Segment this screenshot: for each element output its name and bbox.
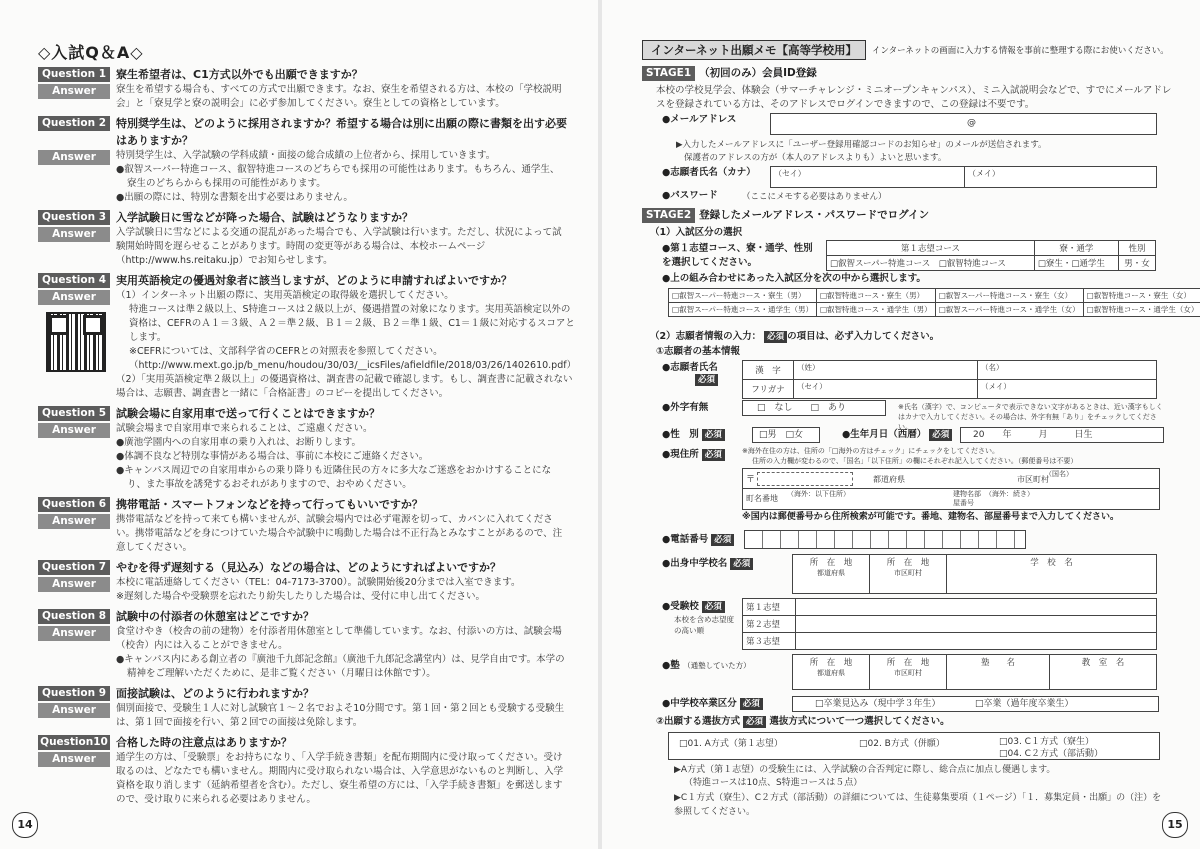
email-label: ●メールアドレス xyxy=(662,114,737,125)
answer-text xyxy=(116,83,568,111)
choice-label: ●第１志望コース、寮・通学、性別を選択してください。 xyxy=(662,243,813,268)
question-label: Question 8 xyxy=(38,609,110,624)
combo-label: ●上の組み合わせにあった入試区分を次の中から選択します。 xyxy=(662,273,926,284)
answer-line: ※CEFRについては、文部科学省のCEFRとの対照表を参照してください。 xyxy=(129,346,443,357)
email-note1: ▶入力したメールアドレスに「ユーザー登録用確認コードのお知らせ」のメールが送信されます。 xyxy=(676,140,1047,150)
sex-options[interactable]: 男・女 xyxy=(1119,256,1156,271)
question-text: 携帯電話・スマートフォンなどを持って行ってもいいですか？ xyxy=(116,498,423,511)
qa-item xyxy=(38,734,568,807)
question-label: Question 6 xyxy=(38,497,110,512)
address-label xyxy=(662,448,725,462)
building-overseas-label: （海外：続き） xyxy=(985,490,1034,498)
question-text: 寮生希望者は、C1方式以外でも出願できますか？ xyxy=(116,68,363,81)
question-row xyxy=(38,209,568,226)
kanji-mei-field[interactable]: （名） xyxy=(978,361,1157,380)
building-label: 建物名部屋番号 xyxy=(953,490,981,507)
question-label: Question 2 xyxy=(38,116,110,131)
answer-label: Answer xyxy=(38,150,110,165)
question-text: 試験中の付添者の休憩室はどこですか？ xyxy=(116,610,314,623)
answer-text xyxy=(116,289,576,401)
answer-line: ●出願の際には、特別な書類を出す必要はありません。 xyxy=(116,192,353,203)
qa-item xyxy=(38,496,568,555)
answer-text xyxy=(116,625,568,681)
postal-code-field[interactable] xyxy=(757,472,853,486)
city-label: 市区町村 xyxy=(1017,475,1049,484)
stage1-header xyxy=(642,66,817,81)
qr-code xyxy=(46,312,106,372)
answer-text xyxy=(116,576,568,604)
qa-title: ◇入試Q＆A◇ xyxy=(38,43,144,62)
junior-high-label-text: ●出身中学校名 xyxy=(662,558,728,569)
cram-room-cell[interactable]: 教 室 名 xyxy=(1050,655,1157,690)
course-options[interactable]: □叡智スーパー特進コース □叡智特進コース xyxy=(827,256,1035,271)
method-label-text: ②出願する選抜方式 xyxy=(656,716,741,727)
answer-line: 本校に電話連絡してください（TEL：04-7173-3700）。試験開始後20分までは入室できます。 xyxy=(116,577,521,588)
graduation-label-text: ●中学校卒業区分 xyxy=(662,698,737,709)
question-text: 試験会場に自家用車で送って行くことはできますか？ xyxy=(116,407,380,420)
question-row xyxy=(38,608,568,625)
cram-school-note: （通塾していた方） xyxy=(683,661,751,670)
answer-line: （2）「実用英語検定準２級以上」の優遇資格は、調査書の記載で確認します。もし、調査書に記載されない場合は、志願書、調査書と一緒に「合格証書」のコピーを提出してください。 xyxy=(116,374,573,399)
qa-item xyxy=(38,209,568,268)
answer-row xyxy=(38,576,568,604)
cram-school-table xyxy=(792,654,1157,690)
answer-row xyxy=(38,83,568,111)
junior-high-table xyxy=(792,554,1157,594)
answer-line: ※遅刻した場合や受験票を忘れたり紛失したりした場合は、受付に申し出てください。 xyxy=(116,591,485,602)
question-row xyxy=(38,496,568,513)
col-course: 第１志望コース xyxy=(827,241,1035,256)
answer-line: 携帯電話などを持って来ても構いませんが、試験会場内では必ず電源を切って、カバンに入れてください。携帯電話などを身につけていた場合や試験中に鳴動した場合は不正行為とみなすことがあるので、注意してください。 xyxy=(116,514,563,553)
answer-line: 試験会場まで自家用車で来られることは、ご遠慮ください。 xyxy=(116,423,373,434)
answer-label: Answer xyxy=(38,626,110,641)
question-text: 入学試験日に雪などが降った場合、試験はどうなりますか？ xyxy=(116,211,413,224)
answer-label: Answer xyxy=(38,423,110,438)
cram-name-cell[interactable]: 塾 名 xyxy=(947,655,1050,690)
question-row xyxy=(38,66,568,83)
kanji-sei-field[interactable]: （姓） xyxy=(794,361,978,380)
answer-line: 食堂けやき（校舎の前の建物）を付添者用休憩室として準備しています。なお、付添いの方は、試験会場（校舎）内には入ることができません。 xyxy=(116,626,562,651)
section-exam-type: （1）入試区分の選択 xyxy=(650,227,743,238)
answer-line: 入学試験日に雪などによる交通の混乱があった場合でも、入学試験は行います。ただし、状況によって試験開始時間を遅らせることがあります。時間の変更等がある場合は、本校ホームページ（http://www.hs.reitaku.jp）でお知らせします。 xyxy=(116,227,562,266)
exam-type-option[interactable]: □叡智特進コース・通学生（男） xyxy=(816,303,935,317)
phone-field[interactable] xyxy=(744,530,1026,549)
col-sex: 性別 xyxy=(1119,241,1156,256)
qa-item xyxy=(38,559,568,604)
col-dorm: 寮・通学 xyxy=(1034,241,1118,256)
answer-label: Answer xyxy=(38,703,110,718)
footnote-a-points: （特進コースは10点、S特進コースは５点） xyxy=(684,778,863,788)
graduation-option-graduated[interactable]: □卒業（過年度卒業生） xyxy=(975,699,1074,709)
question-row xyxy=(38,685,568,702)
page-number-left: 14 xyxy=(12,812,38,838)
gaiji-none[interactable]: □ なし xyxy=(757,403,793,413)
question-row xyxy=(38,734,568,751)
answer-text xyxy=(116,226,568,268)
email-at: @ xyxy=(967,118,976,128)
answer-line: 通学生の方は、「受験票」をお持ちになり、「入学手続き書類」を配布期間内に受け取ってください。受け取るのは、どなたでも構いません。期間内に受け取られない場合は、入学意思がないものと判断し、入学資格を取り消します（延納希望者を含む）。ただし、寮生希望の方には、「入学手続き書類」を郵送しますので、受け取りに来られる必要はありません。 xyxy=(116,752,564,805)
street-overseas-label: （海外：以下住所） xyxy=(787,490,850,498)
answer-text xyxy=(116,513,568,555)
phone-label-text: ●電話番号 xyxy=(662,534,709,545)
kana-name-field[interactable] xyxy=(770,166,1157,188)
question-label: Question10 xyxy=(38,735,110,750)
password-note: （ここにメモする必要はありません） xyxy=(742,192,887,202)
choice2-label: 第２志望 xyxy=(743,616,796,633)
country-label: （国名） xyxy=(1045,470,1073,478)
cram-city-cell[interactable] xyxy=(870,655,947,690)
method-field[interactable] xyxy=(668,732,1160,760)
jh-city-cell[interactable] xyxy=(870,555,947,594)
name-required-badge: 必須 xyxy=(695,374,718,386)
qa-list xyxy=(38,66,577,811)
footnote-a: ▶A方式（第１志望）の受験生には、入学試験の合否判定に際し、総合点に加点し優遇します。 xyxy=(674,765,1056,775)
answer-text xyxy=(116,702,568,730)
answer-text xyxy=(116,751,568,807)
address-required-badge: 必須 xyxy=(702,449,725,461)
stage2-label: 登録したメールアドレス・パスワードでログイン xyxy=(699,209,930,221)
answer-line: （http://www.mext.go.jp/b_menu/houdou/30/03/__icsFiles/afieldfile/2018/03/26/1402610.pdf） xyxy=(129,360,577,371)
gaiji-yes[interactable]: □ あり xyxy=(810,403,847,413)
cram-city-sub: 市区町村 xyxy=(894,669,922,677)
stage1-intro: 本校の学校見学会、体験会（サマーチャレンジ・ミニオープンキャンパス）、ミニ入試説明会などで、すでにメールアドレスを登録されている方は、そのアドレスでログインできますので、この登録は不要です。 xyxy=(656,85,1172,110)
answer-label: Answer xyxy=(38,84,110,99)
method-label xyxy=(656,715,950,729)
question-text: 特別奨学生は、どのように採用されますか？希望する場合は別に出願の際に書類を出す必要はありますか？ xyxy=(116,117,567,147)
answer-line: ●キャンパス周辺での自家用車からの乗り降りも近隣住民の方々に多大なご迷惑をおかけすることになり、また事故を誘発するおそれがありますので、おやめください。 xyxy=(116,465,552,490)
cram-pref-label: 所 在 地 xyxy=(809,658,853,668)
answer-line: ●叡智スーパー特進コース、叡智特進コースのどちらでも採用の可能性はあります。もちろん、通学生、寮生のどちらからも採用の可能性があります。 xyxy=(116,164,560,189)
kanji-label: 漢 字 xyxy=(743,361,794,380)
birthdate-label xyxy=(842,428,952,442)
stage1-label: （初回のみ）会員ID登録 xyxy=(699,67,817,79)
graduation-field[interactable] xyxy=(792,696,1159,712)
graduation-label xyxy=(662,697,763,711)
birthdate-label-text: ●生年月日（西暦） xyxy=(842,429,927,440)
answer-label: Answer xyxy=(38,290,110,305)
jh-name-cell[interactable]: 学 校 名 xyxy=(947,555,1157,594)
method-required-badge: 必須 xyxy=(743,716,766,728)
question-label: Question 3 xyxy=(38,210,110,225)
answer-row xyxy=(38,422,568,492)
stage2-header xyxy=(642,208,929,223)
answer-row xyxy=(38,226,568,268)
stage1-tag: STAGE1 xyxy=(642,66,695,81)
answer-line: （1）インターネット出願の際に、実用英語検定の取得級を選択してください。 xyxy=(116,290,454,301)
street-label: 町名番地 xyxy=(746,494,778,503)
answer-row xyxy=(38,751,568,807)
answer-line: 特別奨学生は、入学試験の学科成績・面接の総合成績の上位者から、採用していきます。 xyxy=(116,150,496,161)
footnote-c: ▶C１方式（寮生）、C２方式（部活動）の詳細については、生徒募集要項（１ページ）「１．募集定員・出願」の（注）を参照してください。 xyxy=(674,793,1162,817)
answer-row xyxy=(38,625,568,681)
schools-note: 本校を含め志望度の高い順 xyxy=(674,615,734,635)
sex-label xyxy=(662,428,725,442)
phone-label xyxy=(662,533,734,547)
schools-label xyxy=(662,600,725,614)
stage2-tag: STAGE2 xyxy=(642,208,695,223)
answer-line: ●体調不良など特別な事情がある場合は、事前に本校にご連絡ください。 xyxy=(116,451,429,462)
exam-type-option[interactable]: □叡智スーパー特進コース・通学生（男） xyxy=(669,303,817,317)
cram-school-label-text: ●塾 xyxy=(662,660,680,671)
junior-high-required-badge: 必須 xyxy=(730,558,753,570)
birthdate-field[interactable]: 20 年 月 日生 xyxy=(960,427,1164,443)
choice1-field[interactable] xyxy=(796,599,1157,616)
gaiji-options[interactable] xyxy=(742,400,886,416)
memo-title: インターネット出願メモ【高等学校用】 xyxy=(642,40,866,60)
answer-line: 寮生を希望する場合も、すべての方式で出願できます。なお、寮生を希望される方は、本校の「学校説明会」と「寮見学と寮の説明会」に必ず参加してください。寮生としての資格としています。 xyxy=(116,84,562,109)
memo-note: インターネットの画面に入力する情報を事前に整理する際にお使いください。 xyxy=(872,46,1169,56)
left-page xyxy=(0,0,598,849)
jh-pref-cell[interactable] xyxy=(793,555,870,594)
graduation-option-expected[interactable]: □卒業見込み（現中学３年生） xyxy=(815,699,941,709)
page-number-right: 15 xyxy=(1162,812,1188,838)
address-note1: ※海外在住の方は、住所の「□海外の方はチェック」にチェックをしてください。 xyxy=(742,447,1000,455)
question-text: やむを得ず遅刻する（見込み）などの場合は、どのようにすればよいですか？ xyxy=(116,561,501,574)
question-label: Question 7 xyxy=(38,560,110,575)
question-label: Question 5 xyxy=(38,406,110,421)
question-text: 面接試験は、どのように行われますか？ xyxy=(116,687,314,700)
address-note2: 住所の入力欄が変わるので、「国名」「以下住所」の欄にそれぞれ記入してください。（郵便番号は不要） xyxy=(752,457,1078,465)
answer-text xyxy=(116,422,568,492)
password-label: ●パスワード xyxy=(662,190,718,201)
jh-city-label: 所 在 地 xyxy=(886,558,930,568)
qa-item xyxy=(38,272,577,401)
junior-high-label xyxy=(662,557,753,571)
question-text: 合格した時の注意点はありますか？ xyxy=(116,736,292,749)
required-badge: 必須 xyxy=(764,331,787,343)
answer-row xyxy=(38,149,568,205)
question-row xyxy=(38,115,568,149)
exam-type-option[interactable]: □叡智特進コース・寮生（女） xyxy=(1083,289,1200,303)
qa-item xyxy=(38,685,568,730)
kana-sei: （セイ） xyxy=(774,169,806,178)
basic-info-label: ①志願者の基本情報 xyxy=(656,346,741,357)
answer-label: Answer xyxy=(38,577,110,592)
answer-label: Answer xyxy=(38,514,110,529)
cram-pref-sub: 都道府県 xyxy=(817,669,845,677)
applicant-name-table xyxy=(742,360,1157,399)
course-table xyxy=(826,240,1156,271)
gaiji-note: ※氏名（漢字）で、コンピュータで表示できない文字があるときは、近い漢字もしくはカナで入力してください。その場合は、外字有無「あり」をチェックしてください。 xyxy=(898,403,1163,431)
cram-pref-cell[interactable] xyxy=(793,655,870,690)
qa-item xyxy=(38,66,568,111)
furigana-label: フリガナ xyxy=(743,380,794,399)
cram-school-label xyxy=(662,659,751,673)
address-field[interactable] xyxy=(742,468,1160,510)
graduation-required-badge: 必須 xyxy=(740,698,763,710)
jh-pref-sub: 都道府県 xyxy=(817,569,845,577)
method-a[interactable]: □01. A方式（第１志望） xyxy=(679,739,783,749)
answer-line: ●廣池学園内への自家用車の乗り入れは、お断りします。 xyxy=(116,437,362,448)
choice3-field[interactable] xyxy=(796,633,1157,650)
qa-item xyxy=(38,405,568,492)
phone-required-badge: 必須 xyxy=(711,534,734,546)
right-page xyxy=(602,0,1200,849)
question-text: 実用英語検定の優遇対象者に該当しますが、どのように申請すればよいですか？ xyxy=(116,274,512,287)
applicant-name-label: ●志願者氏名 xyxy=(662,362,718,373)
answer-row xyxy=(38,513,568,555)
answer-line: 個別面接で、受験生１人に対し試験官１～２名でおよそ10分間です。第１回・第２回とも受験する受験生は、第１回で面接を行い、第２回での面接は免除します。 xyxy=(116,703,565,728)
address-label-text: ●現住所 xyxy=(662,449,699,460)
exam-type-option[interactable]: □叡智特進コース・寮生（男） xyxy=(816,289,935,303)
answer-row xyxy=(38,289,577,401)
dorm-options[interactable]: □寮生・□通学生 xyxy=(1034,256,1118,271)
exam-type-option[interactable]: □叡智特進コース・通学生（女） xyxy=(1083,303,1200,317)
section-applicant-info xyxy=(650,330,939,344)
question-label: Question 4 xyxy=(38,273,110,288)
question-label: Question 1 xyxy=(38,67,110,82)
kana-name-label: ●志願者氏名（カナ） xyxy=(662,167,756,178)
question-row xyxy=(38,272,568,289)
qa-item xyxy=(38,115,568,205)
choice1-label: 第１志望 xyxy=(743,599,796,616)
question-row xyxy=(38,405,568,422)
answer-label: Answer xyxy=(38,752,110,767)
pref-label: 都道府県 xyxy=(873,475,905,484)
question-row xyxy=(38,559,568,576)
birthdate-required-badge: 必須 xyxy=(929,429,952,441)
schools-label-text: ●受験校 xyxy=(662,601,699,612)
answer-label: Answer xyxy=(38,227,110,242)
jh-pref-label: 所 在 地 xyxy=(809,558,853,568)
exam-type-option[interactable]: □叡智スーパー特進コース・通学生（女） xyxy=(935,303,1083,317)
email-note2: 保護者のアドレスの方が（本人のアドレスよりも）よいと思います。 xyxy=(684,153,947,163)
schools-required-badge: 必須 xyxy=(702,601,725,613)
gaiji-label: ●外字有無 xyxy=(662,402,709,413)
kana-mei: （メイ） xyxy=(968,169,1000,178)
method-b[interactable]: □02. B方式（併願） xyxy=(859,739,945,749)
answer-row xyxy=(38,702,568,730)
method-c2[interactable]: □04. C２方式（部活動） xyxy=(999,749,1103,759)
address-note3: ※国内は郵便番号から住所検索が可能です。番地、建物名、部屋番号まで入力してください。 xyxy=(742,512,1120,522)
sex-field[interactable]: □男 □女 xyxy=(752,427,820,443)
email-field[interactable] xyxy=(770,113,1157,135)
furigana-sei-field[interactable]: （セイ） xyxy=(794,380,978,399)
choice2-field[interactable] xyxy=(796,616,1157,633)
exam-type-option[interactable]: □叡智スーパー特進コース・寮生（男） xyxy=(669,289,817,303)
answer-text xyxy=(116,149,568,205)
choice3-label: 第３志望 xyxy=(743,633,796,650)
exam-type-option[interactable]: □叡智スーパー特進コース・寮生（女） xyxy=(935,289,1083,303)
answer-line: 特進コースは準２級以上、S特進コースは２級以上が、優遇措置の対象になります。実用英語検定以外の資格は、CEFRのＡ１＝３級、Ａ２＝準２級、Ｂ１＝２級、Ｂ２＝準１級、C1＝１級に対応するスコアとします。 xyxy=(129,304,575,343)
applicant-info-label: （2）志願者情報の入力： xyxy=(650,331,762,342)
qa-item xyxy=(38,608,568,681)
question-label: Question 9 xyxy=(38,686,110,701)
applicant-info-rest: の項目は、必ず入力してください。 xyxy=(787,331,940,342)
combo-table xyxy=(668,288,1200,317)
answer-line: ●キャンパス内にある創立者の『廣池千九郎記念館』（廣池千九郎記念講堂内）は、見学自由です。本学の精神をご理解いただくために、是非ご覧ください（月曜日は休館です）。 xyxy=(116,654,565,679)
schools-table xyxy=(742,598,1157,650)
jh-city-sub: 市区町村 xyxy=(894,569,922,577)
method-c1[interactable]: □03. C１方式（寮生） xyxy=(999,737,1094,747)
sex-required-badge: 必須 xyxy=(702,429,725,441)
method-rest: 選抜方式について一つ選択してください。 xyxy=(769,716,950,727)
cram-city-label: 所 在 地 xyxy=(886,658,930,668)
postal-mark: 〒 xyxy=(746,475,756,485)
furigana-mei-field[interactable]: （メイ） xyxy=(978,380,1157,399)
sex-label-text: ●性 別 xyxy=(662,429,699,440)
